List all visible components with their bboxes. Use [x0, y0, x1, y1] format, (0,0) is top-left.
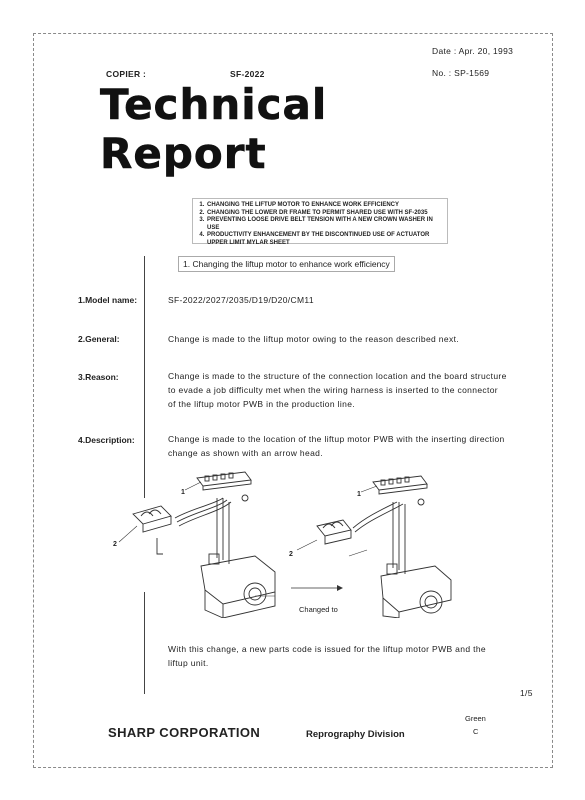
report-number: No. : SP-1569	[432, 68, 490, 78]
callout-1-before: 1	[181, 489, 185, 496]
before-assembly	[133, 472, 275, 618]
corporation-name: SHARP CORPORATION	[108, 725, 261, 740]
copier-label: COPIER :	[106, 69, 147, 79]
conclusion-text: With this change, a new parts code is issued for the liftup motor PWB and the liftup unit.	[168, 644, 486, 668]
topic-heading: 1. Changing the liftup motor to enhance work efficiency	[178, 256, 395, 272]
summary-item: 2. CHANGING THE LOWER DR FRAME TO PERMIT SHARED USE WITH SF-2035	[206, 210, 443, 218]
color-code: Green	[465, 714, 486, 723]
callout-1-after: 1	[357, 491, 361, 498]
summary-item: 4. PRODUCTIVITY ENHANCEMENT BY THE DISCONTINUED USE OF ACTUATOR UPPER LIMIT MYLAR SHEET	[206, 232, 443, 247]
changed-to-label: Changed to	[299, 605, 338, 614]
model-name-text: SF-2022/2027/2035/D19/D20/CM11	[168, 295, 314, 305]
change-arrow-icon	[291, 585, 343, 591]
general-label: 2.General:	[78, 334, 120, 344]
reason-label: 3.Reason:	[78, 372, 119, 382]
description-text: Change is made to the location of the liftup motor PWB with the inserting direction change as shown with an arrow head.	[168, 434, 505, 458]
page-title: Technical Report	[100, 80, 328, 178]
summary-item: 3. PREVENTING LOOSE DRIVE BELT TENSION WITH A NEW CROWN WASHER IN USE	[206, 217, 443, 232]
after-assembly	[317, 476, 451, 618]
general-text: Change is made to the liftup motor owing to the reason described next.	[168, 334, 459, 344]
division-name: Reprography Division	[306, 729, 405, 740]
liftup-motor-figure	[105, 468, 515, 618]
callout-2-after: 2	[289, 551, 293, 558]
page-number: 1/5	[520, 688, 533, 698]
summary-item: 1. CHANGING THE LIFTUP MOTOR TO ENHANCE WORK EFFICIENCY	[206, 202, 443, 210]
letter-code: C	[473, 727, 479, 736]
reason-text: Change is made to the structure of the connection location and the board structure to evade a job difficulty met when the wiring harness is inserted to the connector of the liftup motor PWB in the production line.	[168, 371, 507, 409]
model-code: SF-2022	[230, 69, 265, 79]
report-date: Date : Apr. 20, 1993	[432, 46, 514, 56]
summary-box	[192, 198, 448, 244]
description-label: 4.Description:	[78, 435, 135, 445]
summary-list	[197, 202, 443, 248]
model-name-label: 1.Model name:	[78, 295, 138, 305]
callout-2-before: 2	[113, 541, 117, 548]
